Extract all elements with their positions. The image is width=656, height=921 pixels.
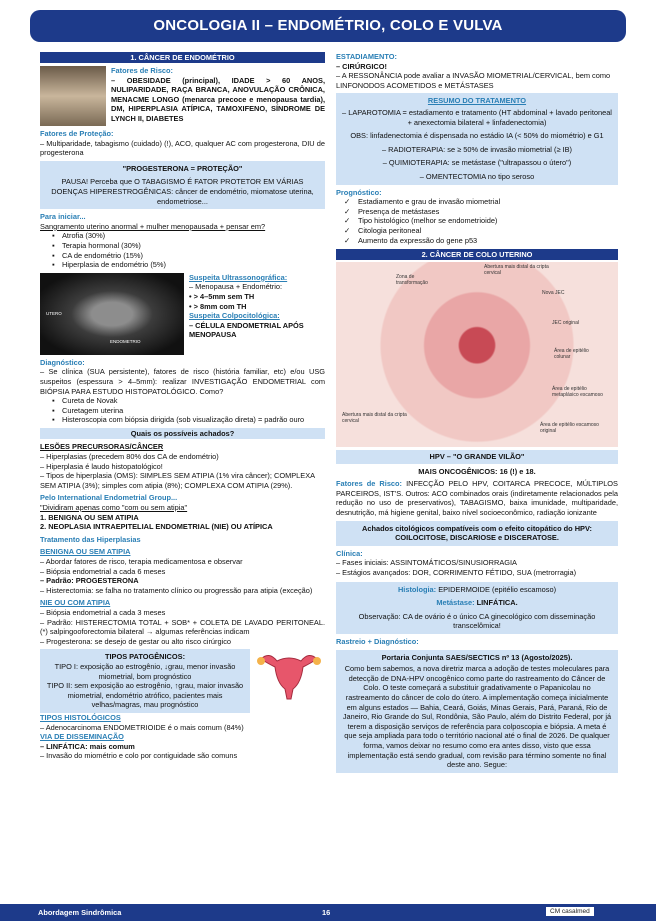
start-item: ▪ Terapia hormonal (30%) [62,241,325,251]
staging-line: – A RESSONÂNCIA pode avaliar a INVASÃO MIOMETRIAL/CERVICAL, bem como LINFONODOS ACOMETIDOS e METÁSTASES [336,71,611,90]
treatment-summary-title: RESUMO DO TRATAMENTO [427,96,527,106]
us-suspicion-item: • > 4–5mm sem TH [189,291,255,301]
uterus-icon [255,649,323,701]
start-title: Para iniciar... [40,212,86,222]
cervix-label: Abertura mais distal da cripta cervical [484,264,549,277]
benign-line: – Abordar fatores de risco, terapia medicamentosa e observar [40,557,243,566]
treatment-summary-line: – RADIOTERAPIA: se ≥ 50% de invasão miometrial (≥ IB) [381,144,573,154]
lesions-line: – Hiperplasia é laudo histopatológico! [40,461,163,471]
patient-photo [40,66,106,126]
us-suspicion-title: Suspeita Ultrassonográfica: [189,272,288,282]
intl-group-subtitle: "Dividiram apenas como "com ou sem atipia" [40,503,188,513]
lesions-line: – Hiperplasias (precedem 80% dos CA de endométrio) [40,452,219,462]
lesions-title: LESÕES PRECURSORAS/CÂNCER [40,442,164,452]
treatment-summary-line: – LAPAROTOMIA = estadiamento e tratamento (HT abdominal + lavado peritoneal + anexectomia bilateral + linfadenectomia) [342,107,612,127]
intl-group-line: 1. BENIGNA OU SEM ATIPIA [40,512,139,522]
metastasis-value: LINFÁTICA. [476,598,518,608]
histology-label: Histologia: [397,584,437,594]
pathogenic-types-title: TIPOS PATOGÊNICOS: [104,652,186,662]
treatment-title: Tratamento das Hiperplasias [40,534,141,544]
metastasis-label: Metástase: [436,598,475,608]
dissemination-line: – LINFÁTICA: mais comum [40,741,135,751]
start-item: ▪ Atrofia (30%) [62,231,325,241]
ultrasound-label-utero: UTERO [46,310,62,316]
diagnosis-text: – Se clínica (SUA persistente), fatores de risco (história familiar, etc) e/ou USG suspeitos (espessura > 4–5mm): realizar INVESTIGAÇÃO ENDOMETRIAL com BIÓPSIA PARA ESTUDO HISTOPATOLÓGICO. Como? [40,367,325,396]
clinic-line: – Fases iniciais: ASSINTOMÁTICOS/SINUSIORRAGIA [336,558,517,568]
prognosis-title: Prognóstico: [336,187,382,197]
benign-line: – Biópsia endometrial a cada 6 meses [40,566,166,576]
benign-line: – Histerectomia: se falha no tratamento clínico ou progressão para atipia (exceção) [40,585,313,595]
progesterone-box-text: PAUSA! Perceba que O TABAGISMO É FATOR PROTETOR EM VÁRIAS DOENÇAS HIPERESTROGÊNICAS: câncer de endométrio, miomatose uterina, endometriose... [51,177,314,206]
benign-title: BENIGNA OU SEM ATIPIA [40,547,131,557]
progesterone-box-title: "PROGESTERONA = PROTEÇÃO" [122,163,243,173]
benign-line: – Padrão: PROGESTERONA [40,576,139,586]
cyto-suspicion-text: – CÉLULA ENDOMETRIAL APÓS MENOPAUSA [189,320,304,340]
cervix-risk-block [336,479,618,517]
footer-section: Abordagem Sindrômica [38,908,122,917]
cervix-label: Zona de transformação [396,274,428,287]
us-suspicion-item: – Menopausa + Endométrio: [189,282,283,292]
pathogenic-types-block [40,649,325,713]
treatment-summary-line: OBS: linfadenectomia é dispensada no estádio IA (< 50% do miométrio) e G1 [350,131,604,141]
hpv-subtitle: MAIS ONCOGÊNICOS: 16 (!) e 18. [418,466,536,476]
clinic-line: – Estágios avançados: DOR, CORRIMENTO FÉTIDO, SUA (metrorragia) [336,568,577,578]
section-colo-header: 2. CÂNCER DE COLO UTERINO [336,249,618,260]
prognosis-item: ✓ Tipo histológico (melhor se endometrioide) [358,216,618,226]
staging-title: ESTADIAMENTO: [336,52,397,61]
clinic-title: Clínica: [336,548,363,558]
diagnosis-item: ▪ Curetagem uterina [62,406,325,416]
start-item: ▪ CA de endométrio (15%) [62,251,325,261]
brand-logo: CM casalmed [546,907,594,916]
lesions-line: – Tipos de hiperplasia (OMS): SIMPLES SEM ATIPIA (1% vira câncer); COMPLEXA SEM ATIPIA (3%); simples com atipia (8%); COMPLEXA COM ATIPIA (29%). [40,471,315,490]
risk-factors-text: – OBESIDADE (principal), IDADE > 60 ANOS, NULIPARIDADE, RAÇA BRANCA, ANOVULAÇÃO CRÔNICA, MENACME LONGO (menarca precoce e menopausa tardia), DM, HIPERPLASIA ATÍPICA, TAMOXIFENO, SÍNDROME DE LYNCH II, DIABETES [111,75,325,123]
histologic-types-text: – Adenocarcinoma ENDOMETRIOIDE é o mais comum (84%) [40,722,244,732]
intl-group-title: Pelo International Endometrial Group... [40,493,178,503]
ultrasound-label-endometrio: ENDOMETRIO [110,338,141,344]
intl-group-line: 2. NEOPLASIA INTRAEPITELIAL ENDOMETRIAL (NIE) OU ATÍPICA [40,522,273,532]
us-suspicion-item: • > 8mm com TH [189,301,247,311]
risk-factors-title: Fatores de Risco: [111,66,174,75]
ultrasound-image [40,273,184,355]
protection-factors-title: Fatores de Proteção: [40,129,114,138]
cervix-label: Área de epitélio colunar [554,348,589,361]
cervix-label: Nova JEC [542,290,565,297]
cervix-risk-text: INFECÇÃO PELO HPV, COITARCA PRECOCE, MÚLTIPLOS PARCEIROS, IST'S. Outros: ACO combinados orais (indiretamente relacionados pela redução no uso de preservativos), TABAGISMO, baixa imunidade, multiparidade, desnutrição, má higiene genital, baixo nível socioeconômico, radiação ionizante [336,479,618,518]
nie-line: – Biópsia endometrial a cada 3 meses [40,607,166,617]
treatment-summary-box [336,93,618,184]
right-column [336,52,618,776]
pathogenic-types-box [40,649,250,713]
cervix-label: Área de epitélio escamoso original [540,422,599,435]
dissemination-line: – Invasão do miométrio e colo por contiguidade são comuns [40,751,238,761]
nie-line: – Padrão: HISTERECTOMIA TOTAL + SOB* + COLETA DE LAVADO PERITONEAL. (*) salpingooforectomia bilateral → algumas referências indicam [40,617,325,637]
cervix-label: JEC original [552,320,579,327]
left-column [40,52,325,761]
histology-box [336,582,618,634]
diagnosis-item: ▪ Histeroscopia com biópsia dirigida (sob visualização direta) = padrão ouro [62,415,325,425]
staging-line: – CIRÚRGICO! [336,61,387,71]
ordinance-title: Portaria Conjunta SAES/SECTICS nº 13 (Agosto/2025). [381,652,573,662]
nie-line: – Progesterona: se desejo de gestar ou alto risco cirúrgico [40,636,232,646]
cervix-label: Área de epitélio metaplásico escamoso [552,386,603,399]
start-item: ▪ Hiperplasia de endométrio (5%) [62,260,325,270]
cervix-illustration [336,262,618,447]
pathogenic-type-2: TIPO II: sem exposição ao estrogênio, ↑grau, maior invasão miometrial, endométrio atrófico, pacientes mais velhas/magras, mau prognóstico [46,681,244,710]
progesterone-box [40,161,325,209]
ovary-note: Observação: CA de ovário é o único CA ginecológico com disseminação transcelômica! [358,611,596,631]
ordinance-text: Como bem sabemos, a nova diretriz marca a adoção de testes moleculares para detecção de DNA-HPV oncogênico como parte do rastreamento do Câncer de Colo. O teste começará a substituir gradativamente o Papanicolau no rastreamento do câncer de colo do útero. A implementação começa inicialmente em alguns estados — Bahia, Ceará, Goiás, Minas Gerais, Pará, Paraná, Rio de Janeiro, Rio Grande do Sul, Rondônia, São Paulo, além do Distrito Federal, por já terem a disposição serviços de referência para colposcopia e biópsia. A meta é que seja ampliada para todo o território nacional até o final de 2026. De qualquer forma, vamos deixar no resumo como era antes disso, visto que essa implementação está sendo gradual, com revisão para término somente no final deste ano. Segue: [342,664,612,770]
treatment-summary-line: – OMENTECTOMIA no tipo seroso [419,171,535,181]
findings-box: Quais os possíveis achados? [40,428,325,440]
diagnosis-title: Diagnóstico: [40,357,85,367]
diagnosis-item: ▪ Cureta de Novak [62,396,325,406]
page-title: ONCOLOGIA II – ENDOMÉTRIO, COLO E VULVA [30,10,626,42]
screening-title: Rastreio + Diagnóstico: [336,637,419,646]
prognosis-item: ✓ Estadiamento e grau de invasão miometrial [358,197,618,207]
cyto-suspicion-title: Suspeita Colpocitológica: [189,311,280,321]
prognosis-item: ✓ Citologia peritoneal [358,226,618,236]
cervix-risk-title: Fatores de Risco: [336,479,403,489]
footer-bar [0,904,656,921]
start-subtitle: Sangramento uterino anormal + mulher menopausada + pensar em? [40,221,266,231]
hpv-box [336,450,618,464]
screening-box [336,650,618,773]
pathogenic-type-1: TIPO I: exposição ao estrogênio, ↓grau, menor invasão miometrial, bom prognóstico [54,661,236,681]
treatment-summary-line: – QUIMIOTERAPIA: se metástase ("ultrapassou o útero") [382,158,572,168]
prognosis-item: ✓ Aumento da expressão do gene p53 [358,236,618,246]
hpv-title: HPV – "O GRANDE VILÃO" [429,452,525,462]
page-number: 16 [322,908,331,917]
risk-factors-block [40,66,325,126]
cervix-label: Abertura mais distal da cripta cervical [342,412,407,425]
histologic-types-title: TIPOS HISTOLÓGICOS [40,712,121,722]
cytology-box: Achados citológicos compatíveis com o efeito citopático do HPV: COILOCITOSE, DISCARIOSE e DISCERATOSE. [336,521,618,546]
dissemination-title: VIA DE DISSEMINAÇÃO [40,732,124,742]
suspicion-block [40,273,325,355]
protection-factors-text: – Multiparidade, tabagismo (cuidado) (!), ACO, qualquer AC com progesterona, DIU de progesterona [40,138,325,158]
prognosis-item: ✓ Presença de metástases [358,207,618,217]
section-endometrio-header: 1. CÂNCER DE ENDOMÉTRIO [40,52,325,63]
histology-value: EPIDERMOIDE (epitélio escamoso) [438,584,557,594]
nie-title: NIE OU COM ATIPIA [40,598,111,608]
